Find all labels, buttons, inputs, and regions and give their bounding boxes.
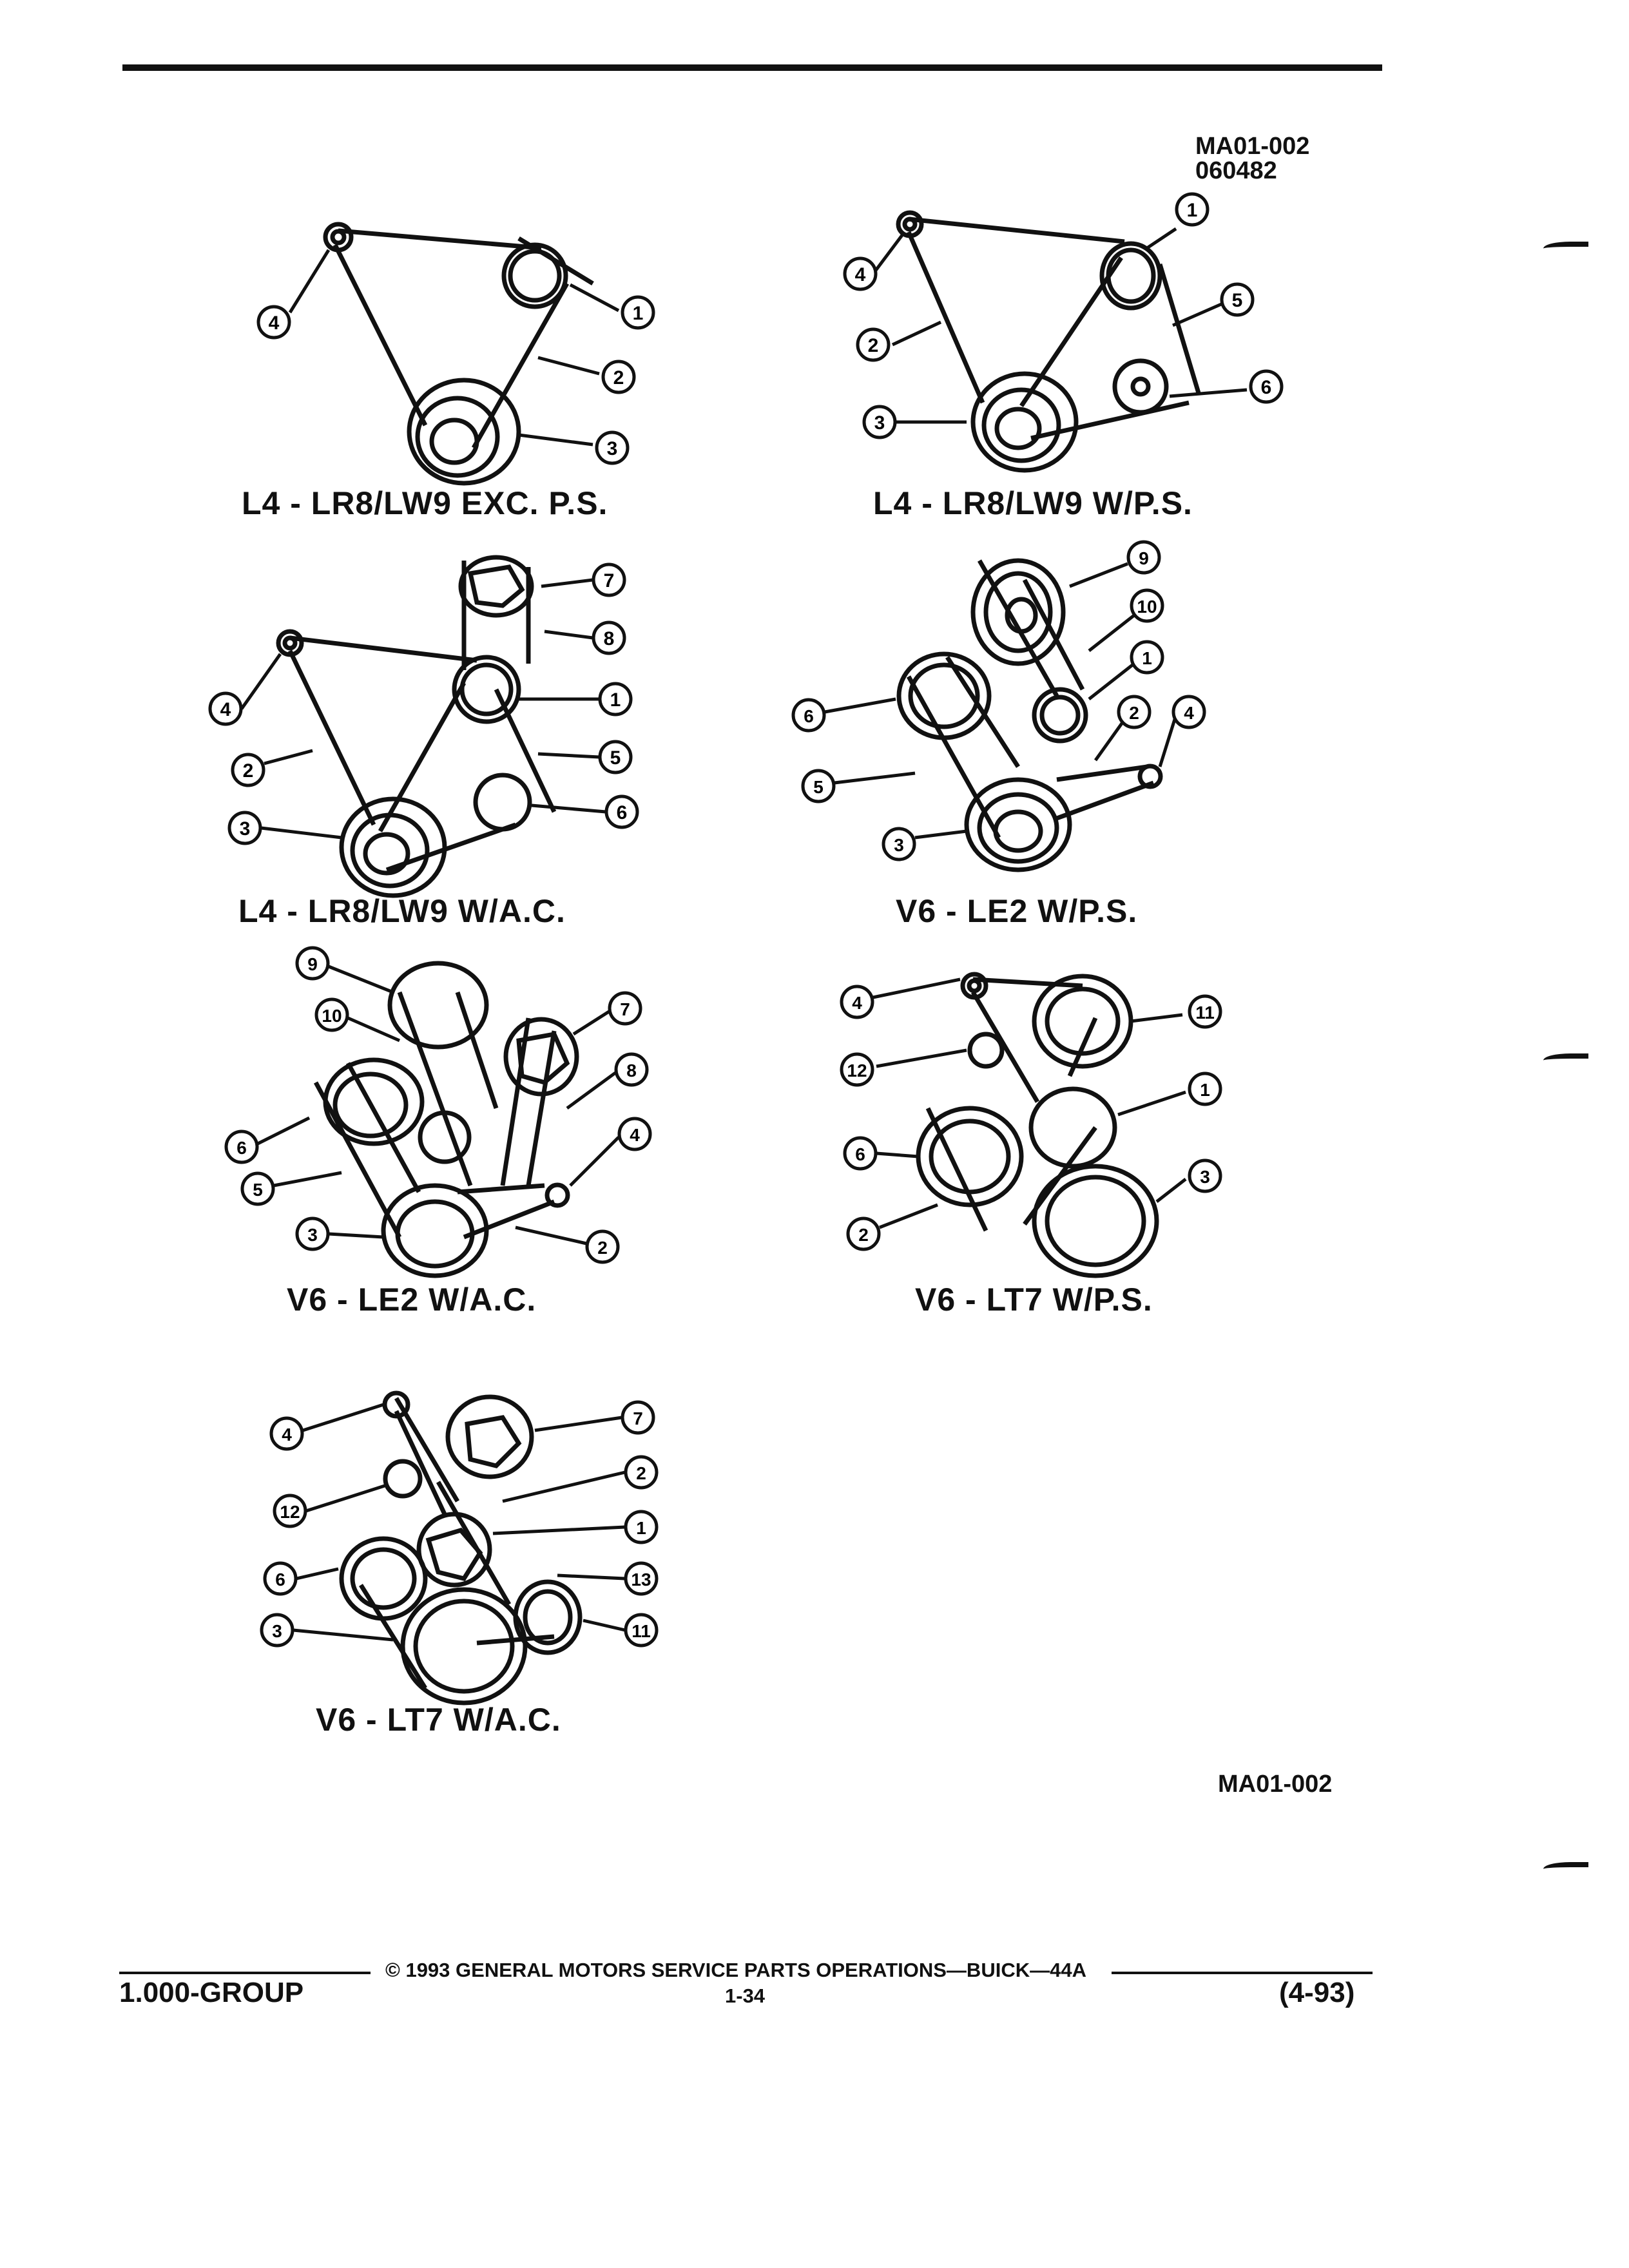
callout-label: 4 [854,264,866,285]
callout-label: 6 [855,1144,865,1164]
callout-label: 6 [616,802,628,823]
callout-label: 3 [272,1621,282,1641]
drawing-code-bottom: MA01-002 [1218,1771,1333,1798]
callout-label: 3 [239,818,251,840]
callouts [226,948,650,1262]
callout-label: 9 [1139,548,1149,568]
callout-label: 6 [804,706,814,726]
callout-label: 7 [603,570,615,591]
drawing-code: MA01-002 [1195,133,1310,160]
callout-label: 3 [307,1225,318,1245]
footer-revision: (4-93) [1279,1977,1355,2008]
callout-label: 7 [633,1408,643,1428]
footer-page-number: 1-34 [725,1984,766,2007]
callout-arrows [290,250,619,445]
callout-label: 4 [630,1125,640,1145]
callout-label: 5 [253,1180,263,1200]
callout-label: 2 [597,1238,608,1258]
callout-label: 3 [894,835,904,855]
callout-label: 4 [1184,703,1194,723]
panel-6-caption: V6 - LT7 W/P.S. [915,1282,1153,1318]
callout-label: 11 [1195,1003,1215,1023]
belt-diagram-panel-3 [193,541,657,902]
callout-label: 4 [282,1425,292,1445]
footer-rule-left [119,1972,371,1974]
callout-label: 6 [275,1570,285,1590]
top-rule [122,64,1382,71]
callout-label: 5 [813,777,824,797]
callout-label: 13 [631,1570,651,1590]
callout-label: 1 [632,303,644,324]
callout-label: 2 [1129,703,1139,723]
belt-diagram-panel-5 [193,941,670,1289]
callout-label: 9 [307,954,318,974]
callout-label: 1 [1142,648,1152,668]
panel-2-caption: L4 - LR8/LW9 W/P.S. [873,485,1193,521]
callout-label: 7 [620,999,630,1019]
belt-diagram-panel-6 [825,941,1276,1289]
callout-label: 10 [322,1006,342,1026]
callouts [793,542,1204,860]
callout-label: 2 [867,335,879,356]
callout-label: 2 [858,1225,869,1245]
callout-label: 3 [606,438,618,459]
callout-label: 4 [220,699,231,720]
panel-3-caption: L4 - LR8/LW9 W/A.C. [238,893,566,929]
callout-label: 3 [874,412,885,434]
callouts [262,1402,657,1646]
callout-label: 1 [636,1518,646,1538]
callout-label: 4 [852,993,862,1013]
callout-label: 4 [268,312,280,334]
callout-label: 2 [242,760,254,782]
callout-label: 1 [610,689,621,711]
belt-diagram-panel-7 [232,1366,683,1727]
footer-copyright: © 1993 GENERAL MOTORS SERVICE PARTS OPERATIONS—BUICK—44A [385,1959,1086,1981]
panel-5-caption: V6 - LE2 W/A.C. [287,1282,537,1318]
binding-mark [1543,1053,1588,1065]
drawing-date: 060482 [1195,157,1277,184]
callout-label: 12 [847,1061,867,1081]
panel-1-caption: L4 - LR8/LW9 EXC. P.S. [242,485,608,521]
belt-diagram-panel-2 [838,180,1302,490]
belt-diagram-panel-4 [786,528,1263,889]
callout-label: 1 [1200,1080,1210,1100]
binding-mark [1543,1862,1588,1874]
callout-label: 6 [1260,377,1272,398]
footer-rule-right [1112,1972,1373,1974]
belt-diagram-panel-1 [232,193,683,503]
callout-label: 2 [636,1463,646,1483]
panel-7-caption: V6 - LT7 W/A.C. [316,1702,561,1738]
callout-label: 3 [1200,1167,1210,1187]
callouts [210,564,637,843]
callout-label: 2 [613,367,624,389]
callout-label: 12 [280,1502,300,1522]
panel-4-caption: V6 - LE2 W/P.S. [896,893,1138,929]
callout-label: 10 [1137,597,1157,617]
binding-mark [1543,242,1588,253]
callout-label: 8 [626,1061,637,1081]
callout-label: 5 [1231,290,1243,311]
callout-label: 8 [603,628,615,649]
footer-group: 1.000-GROUP [119,1977,304,2008]
callout-label: 6 [236,1138,247,1158]
callout-label: 5 [610,747,621,769]
callout-label: 1 [1186,200,1198,221]
callout-label: 11 [631,1621,651,1641]
